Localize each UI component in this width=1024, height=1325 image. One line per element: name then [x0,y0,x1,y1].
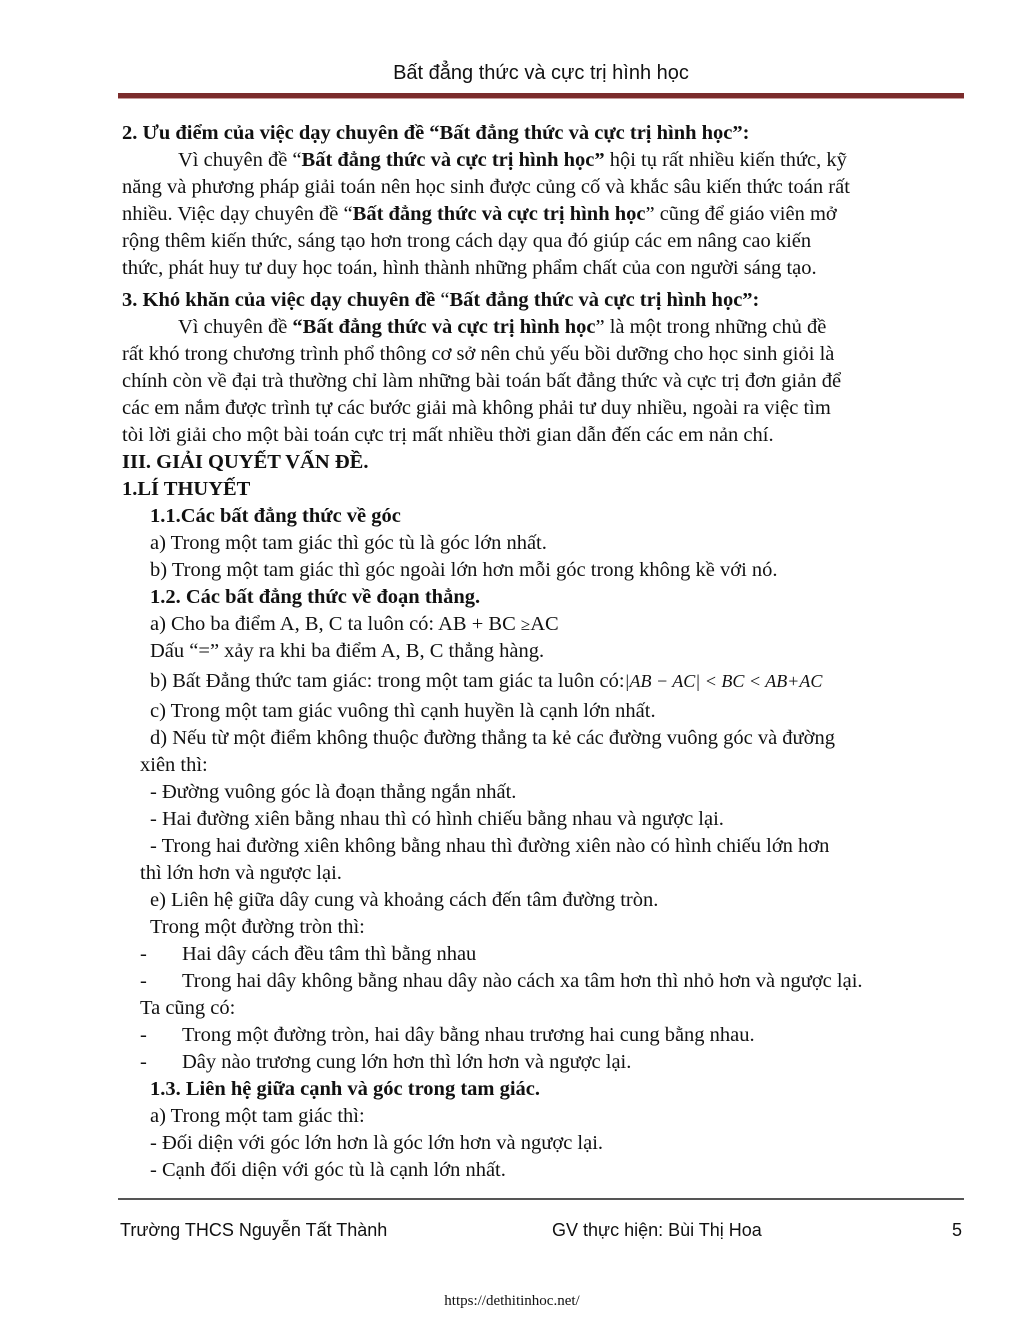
dash-bullet: - [140,1024,147,1046]
text-run-bold: Bất đẳng thức và cực trị hình học [352,203,646,225]
section-iii-heading: III. GIẢI QUYẾT VẤN ĐỀ. [122,451,369,473]
document-body [122,120,964,1184]
text-run: AC [530,613,559,635]
section-2-line-1 [122,147,964,174]
subsection-1-1-a: a) Trong một tam giác thì góc tù là góc lớn nhất. [150,532,547,554]
section-3-line-5: tòi lời giải cho một bài toán cực trị mất nhiều thời gian dẫn đến các em nản chí. [122,424,774,446]
header-title: Bất đẳng thức và cực trị hình học [393,62,689,84]
geq-symbol: ≥ [520,615,531,634]
section-2-line-3 [122,201,964,228]
math-inequality: |AB − AC| < BC < AB+AC [624,671,823,691]
subsection-1-2-d-2: xiên thì: [140,754,208,776]
theory-heading: 1.LÍ THUYẾT [122,478,251,500]
text-run: hội tụ rất nhiều kiến thức, kỹ [604,149,847,171]
list-item-text: Hai dây cách đều tâm thì bằng nhau [182,943,477,965]
subsection-1-2-e-2: Trong một đường tròn thì: [150,916,365,938]
subsection-1-3-heading: 1.3. Liên hệ giữa cạnh và góc trong tam giác. [150,1078,541,1100]
subsection-1-2-d-5: - Trong hai đường xiên không bằng nhau thì đường xiên nào có hình chiếu lớn hơn [150,835,830,857]
source-url[interactable]: https://dethitinhoc.net/ [444,1293,580,1309]
list-item-text: Trong một đường tròn, hai dây bằng nhau trương hai cung bằng nhau. [182,1024,755,1046]
triangle-inequality [122,665,964,698]
section-3-line-1 [122,314,964,341]
list-item [122,941,964,968]
subsection-1-2-e-1: e) Liên hệ giữa dây cung và khoảng cách đến tâm đường tròn. [150,889,659,911]
subsection-1-2-d-3: - Đường vuông góc là đoạn thẳng ngắn nhất. [150,781,517,803]
subsection-1-3-line-2: - Cạnh đối diện với góc tù là cạnh lớn nhất. [150,1159,506,1181]
dash-bullet: - [140,1051,147,1073]
text-run-bold: Bất đẳng thức và cực trị hình học”: [449,289,760,311]
list-item-text: Dây nào trương cung lớn hơn thì lớn hơn và ngược lại. [182,1051,632,1073]
subsection-1-2-c: c) Trong một tam giác vuông thì cạnh huyền là cạnh lớn nhất. [150,700,656,722]
text-run: nhiều. Việc dạy chuyên đề “ [122,203,353,225]
subsection-1-2-e-3: Ta cũng có: [140,997,236,1019]
section-2-line-5: thức, phát huy tư duy học toán, hình thành những phẩm chất của con người sáng tạo. [122,257,817,279]
section-2-line-2: năng và phương pháp giải toán nên học sinh được củng cố và khắc sâu kiến thức toán rất [122,176,850,198]
equality-condition: Dấu “=” xảy ra khi ba điểm A, B, C thẳng hàng. [150,640,545,662]
text-run: ” cũng để giáo viên mở [645,203,837,225]
subsection-1-1-b: b) Trong một tam giác thì góc ngoài lớn hơn mỗi góc trong không kề với nó. [150,559,778,581]
text-run: “ [435,289,450,311]
section-3-heading [122,287,964,314]
subsection-1-3-line-1: - Đối diện với góc lớn hơn là góc lớn hơn và ngược lại. [150,1132,604,1154]
section-2-heading: 2. Ưu điểm của việc dạy chuyên đề “Bất đẳng thức và cực trị hình học”: [122,122,750,144]
section-2-line-4: rộng thêm kiến thức, sáng tạo hơn trong cách dạy qua đó giúp các em nâng cao kiến [122,230,812,252]
subsection-1-3-a: a) Trong một tam giác thì: [150,1105,365,1127]
section-3-line-2: rất khó trong chương trình phổ thông cơ sở nên chủ yếu bồi dưỡng cho học sinh giỏi là [122,343,835,365]
page-number: 5 [951,1220,962,1240]
text-run: a) Cho ba điểm A, B, C ta luôn có: AB + BC [150,613,521,635]
footer-school: Trường THCS Nguyễn Tất Thành [120,1220,388,1240]
section-3-line-4: các em nắm được trình tự các bước giải mà không phải tư duy nhiều, ngoài ra việc tìm [122,397,831,419]
list-item [122,1022,964,1049]
text-run: Vì chuyên đề “ [178,149,302,171]
subsection-1-2-d-4: - Hai đường xiên bằng nhau thì có hình chiếu bằng nhau và ngược lại. [150,808,724,830]
text-run: b) Bất Đẳng thức tam giác: trong một tam giác ta luôn có: [150,670,625,692]
section-3-line-3: chính còn về đại trà thường chỉ làm những bài toán bất đẳng thức và cực trị đơn giản để [122,370,842,392]
text-run-bold: Bất đẳng thức và cực trị hình học” [301,149,605,171]
list-item [122,1049,964,1076]
text-run: ” là một trong những chủ đề [595,316,827,338]
subsection-1-1-heading: 1.1.Các bất đẳng thức về góc [150,505,401,527]
footer-teacher: GV thực hiện: Bùi Thị Hoa [552,1220,762,1240]
dash-bullet: - [140,970,147,992]
footer-rule [118,1198,964,1200]
subsection-1-2-d-1: d) Nếu từ một điểm không thuộc đường thẳng ta kẻ các đường vuông góc và đường [150,727,835,749]
subsection-1-2-d-6: thì lớn hơn và ngược lại. [140,862,342,884]
text-run: Vì chuyên đề [178,316,293,338]
list-item [122,968,964,995]
subsection-1-2-a [122,611,964,638]
header-rule [118,93,964,99]
list-item-text: Trong hai dây không bằng nhau dây nào cách xa tâm hơn thì nhỏ hơn và ngược lại. [182,970,863,992]
subsection-1-2-heading: 1.2. Các bất đẳng thức về đoạn thẳng. [150,586,481,608]
dash-bullet: - [140,943,147,965]
text-run-bold: 3. Khó khăn của việc dạy chuyên đề [122,289,436,311]
text-run-bold: “Bất đẳng thức và cực trị hình học [292,316,596,338]
